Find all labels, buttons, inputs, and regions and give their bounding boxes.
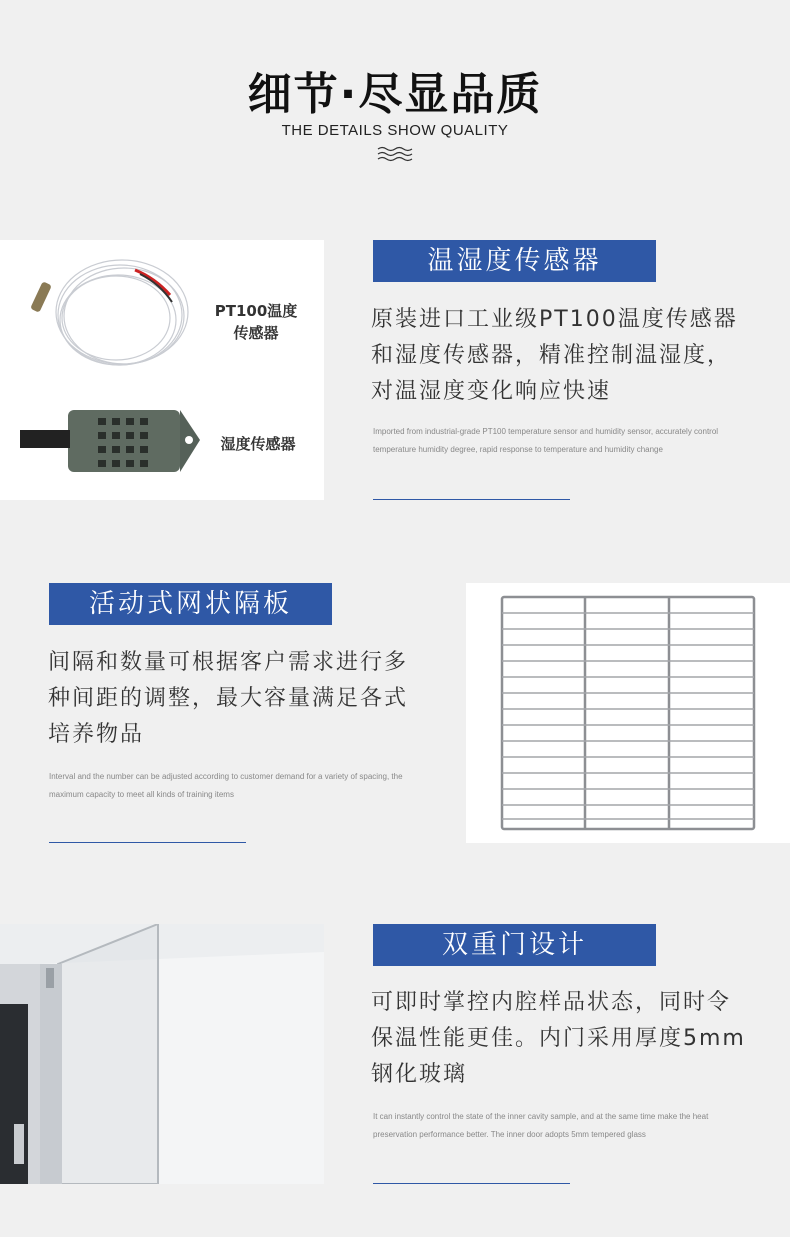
humidity-label: 湿度传感器 <box>220 435 296 453</box>
feature-title-sensor: 温湿度传感器 <box>373 240 656 282</box>
feature-desc-en-shelf: Interval and the number can be adjusted according to customer demand for a variety of spacing, the maximum capacity to meet all kinds of training items <box>49 772 403 799</box>
feature-title-door: 双重门设计 <box>373 924 656 966</box>
page-title: 细节·尽显品质 <box>247 69 543 120</box>
feature-divider-shelf <box>49 842 246 843</box>
feature-divider-door <box>373 1183 570 1184</box>
sensor-image-panel <box>0 240 324 500</box>
feature-desc-en-door: It can instantly control the state of the inner cavity sample, and at the same time make the heat preservation performance better. The inner door adopts 5mm tempered glass <box>373 1112 709 1139</box>
feature-divider-sensor <box>373 499 570 500</box>
wave-lines-icon <box>377 146 413 162</box>
mesh-shelf-image <box>466 583 790 843</box>
feature-desc-en-sensor: Imported from industrial-grade PT100 temperature sensor and humidity sensor, accurately control temperature humidity degree, rapid response to temperature and humidity change <box>373 427 719 454</box>
feature-desc-cn-door: 可即时掌控内腔样品状态，同时令保温性能更佳。内门采用厚度5mm钢化玻璃 <box>371 990 746 1087</box>
pt100-sensor-image <box>0 240 200 500</box>
shelf-image-panel <box>466 583 790 843</box>
page-subtitle: THE DETAILS SHOW QUALITY <box>281 122 509 139</box>
double-door-image <box>0 924 324 1184</box>
door-image-panel <box>0 924 324 1184</box>
feature-desc-cn-shelf: 间隔和数量可根据客户需求进行多种间距的调整，最大容量满足各式培养物品 <box>48 650 409 747</box>
feature-title-shelf: 活动式网状隔板 <box>49 583 332 625</box>
feature-desc-cn-sensor: 原装进口工业级PT100温度传感器和湿度传感器，精准控制温湿度，对温湿度变化响应快速 <box>371 307 738 404</box>
pt100-label: PT100温度传感器 <box>214 302 298 342</box>
